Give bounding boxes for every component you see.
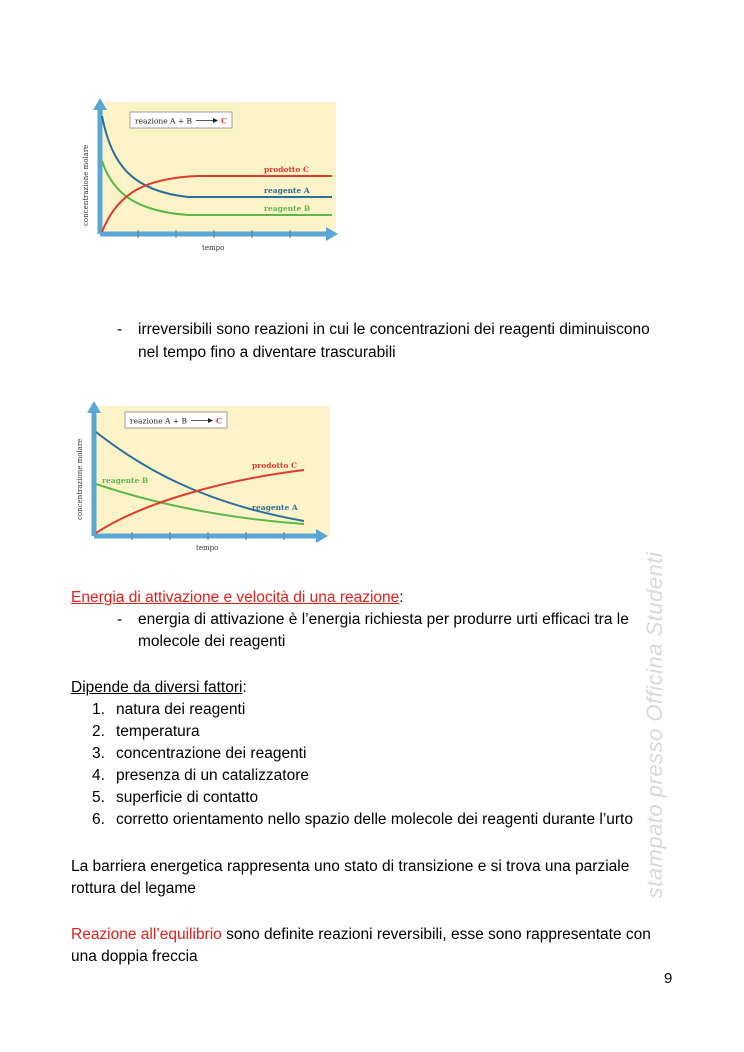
y-axis-label: concentrazione molare: [76, 438, 84, 520]
equilibrium-line-1: sono definite reazioni reversibili, esse sono rappresentate con: [221, 926, 651, 943]
reaction-label: reazione A + B: [130, 416, 187, 426]
bullet-dash: -: [117, 321, 123, 338]
irreversible-line-2: nel tempo fino a diventare trascurabili: [138, 344, 396, 361]
factors-list: [92, 699, 633, 831]
watermark: stampato presso Officina Studenti: [642, 551, 667, 899]
list-item: 5. superficie di contatto: [92, 789, 259, 806]
factors-heading: Dipende da diversi fattori: [71, 679, 243, 696]
label-product-c: prodotto C: [264, 165, 309, 174]
label-reagent-a: reagente A: [252, 503, 298, 512]
x-axis-label: tempo: [202, 244, 225, 252]
label-reagent-b: reagente B: [264, 204, 311, 213]
list-item: 3. concentrazione dei reagenti: [92, 745, 307, 762]
reaction-label: reazione A + B: [135, 116, 192, 126]
barrier-line-1: La barriera energetica rappresenta uno stato di transizione e si trova una parziale: [71, 858, 630, 875]
factors-heading-row: [71, 677, 247, 699]
activation-energy-line-2: molecole dei reagenti: [138, 633, 286, 650]
activation-energy-line-1: energia di attivazione è l’energia richiesta per produrre urti efficaci tra le: [138, 611, 629, 628]
list-item: 6. corretto orientamento nello spazio delle molecole dei reagenti durante l’urto: [92, 811, 633, 828]
activation-energy-heading-row: [71, 587, 404, 609]
x-axis-label: tempo: [196, 544, 219, 552]
reaction-product-label: C: [221, 116, 227, 126]
irreversible-line-1: irreversibili sono reazioni in cui le concentrazioni dei reagenti diminuiscono: [138, 321, 650, 338]
list-item: 1. natura dei reagenti: [92, 701, 246, 718]
label-reagent-a: reagente A: [264, 186, 310, 195]
page-number: 9: [664, 970, 673, 987]
list-item: 4. presenza di un catalizzatore: [92, 767, 310, 784]
label-reagent-b: reagente B: [102, 476, 149, 485]
reaction-product-label: C: [216, 416, 222, 426]
heading-colon: :: [242, 679, 247, 696]
heading-colon: :: [399, 589, 404, 606]
bullet-dash: -: [117, 611, 123, 628]
y-axis-label: concentrazione molare: [82, 144, 90, 226]
equilibrium-line-2: una doppia freccia: [71, 948, 198, 965]
equilibrium-row: [71, 924, 651, 946]
activation-energy-heading: Energia di attivazione e velocità di una reazione: [71, 589, 400, 606]
figure-reversible-reaction-graph: [78, 96, 343, 256]
equilibrium-heading: Reazione all’equilibrio: [71, 926, 222, 943]
barrier-line-2: rottura del legame: [71, 880, 196, 897]
figure-irreversible-reaction-graph: [72, 398, 337, 558]
label-product-c: prodotto C: [252, 461, 297, 470]
list-item: 2. temperatura: [92, 723, 200, 740]
